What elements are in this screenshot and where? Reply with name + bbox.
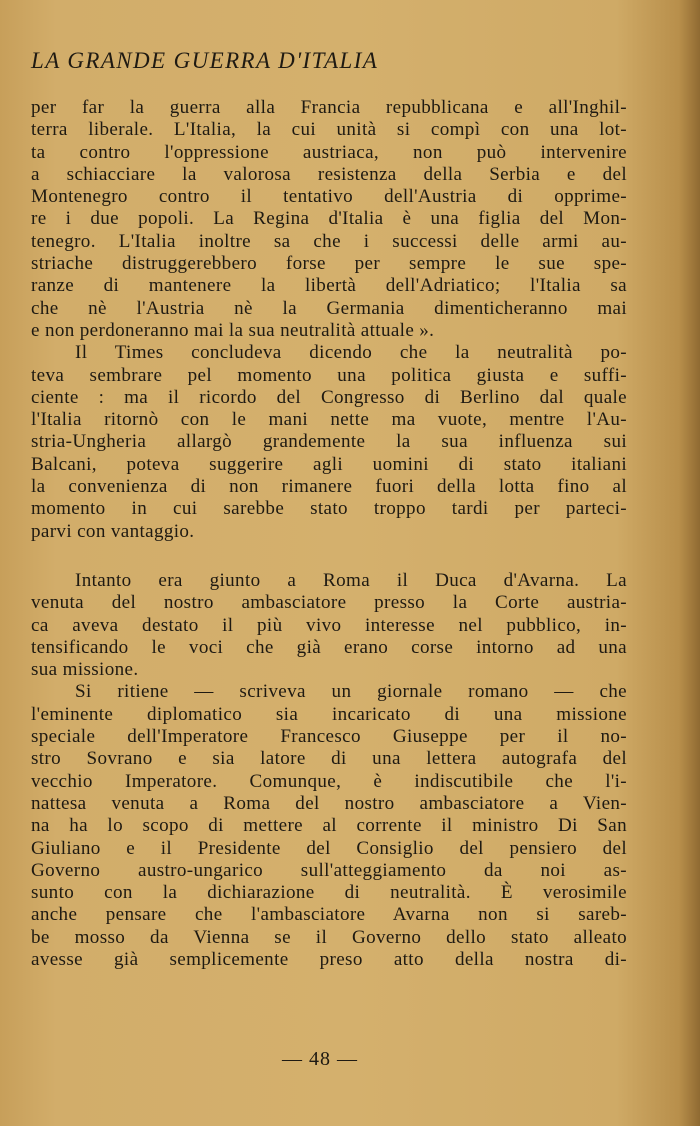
text-line: la convenienza di non rimanere fuori della lotta fino al bbox=[31, 476, 627, 498]
page-number: — 48 — bbox=[282, 1048, 358, 1070]
text-line: Balcani, poteva suggerire agli uomini di stato italiani bbox=[31, 453, 627, 475]
text-line: be mosso da Vienna se il Governo dello stato alleato bbox=[31, 926, 627, 948]
text-line: terra liberale. L'Italia, la cui unità si compì con una lot- bbox=[31, 119, 627, 141]
text-line: l'eminente diplomatico sia incaricato di una missione bbox=[31, 703, 627, 725]
text-line: e non perdoneranno mai la sua neutralità attuale ». bbox=[31, 319, 435, 341]
text-line: ranze di mantenere la libertà dell'Adriatico; l'Italia sa bbox=[31, 275, 627, 297]
text-line: tensificando le voci che già erano corse intorno ad una bbox=[31, 636, 627, 658]
text-line: che nè l'Austria nè la Germania dimenticheranno mai bbox=[31, 297, 627, 319]
text-line: stro Sovrano e sia latore di una lettera autografa del bbox=[31, 748, 627, 770]
text-line: Il Times concludeva dicendo che la neutralità po- bbox=[75, 342, 627, 364]
text-line: per far la guerra alla Francia repubblicana e all'Inghil- bbox=[31, 97, 627, 118]
text-line: teva sembrare pel momento una politica giusta e suffi- bbox=[31, 364, 627, 386]
section-gap bbox=[31, 543, 627, 570]
text-line: ciente : ma il ricordo del Congresso di Berlino dal quale bbox=[31, 386, 627, 408]
text-line: tenegro. L'Italia inoltre sa che i successi delle armi au- bbox=[31, 230, 627, 252]
text-line: parvi con vantaggio. bbox=[31, 520, 195, 542]
text-line: Montenegro contro il tentativo dell'Austria di opprime- bbox=[31, 186, 627, 208]
text-line: sunto con la dichiarazione di neutralità. È verosimile bbox=[31, 882, 627, 904]
text-line: striache distruggerebbero forse per sempre le sue spe- bbox=[31, 253, 627, 275]
text-line: momento in cui sarebbe stato troppo tardi per parteci- bbox=[31, 498, 627, 520]
text-line: vecchio Imperatore. Comunque, è indiscutibile che l'i- bbox=[31, 770, 627, 792]
text-line: Giuliano e il Presidente del Consiglio del pensiero del bbox=[31, 837, 627, 859]
text-line: na ha lo scopo di mettere al corrente il ministro Di San bbox=[31, 815, 627, 837]
text-line: re i due popoli. La Regina d'Italia è una figlia del Mon- bbox=[31, 208, 627, 230]
body-text bbox=[31, 97, 627, 971]
text-line: l'Italia ritornò con le mani nette ma vuote, mentre l'Au- bbox=[31, 409, 627, 431]
text-line: Intanto era giunto a Roma il Duca d'Avarna. La bbox=[75, 569, 627, 591]
text-line: avesse già semplicemente preso atto della nostra di- bbox=[31, 948, 627, 970]
text-line: anche pensare che l'ambasciatore Avarna non si sareb- bbox=[31, 904, 627, 926]
text-line: ta contro l'oppressione austriaca, non può intervenire bbox=[31, 141, 627, 163]
text-line: ca aveva destato il più vivo interesse nel pubblico, in- bbox=[31, 614, 627, 636]
text-line: venuta del nostro ambasciatore presso la Corte austria- bbox=[31, 592, 627, 614]
text-line: speciale dell'Imperatore Francesco Giuseppe per il no- bbox=[31, 726, 627, 748]
text-line: Si ritiene — scriveva un giornale romano — che bbox=[75, 681, 627, 703]
text-line: a schiacciare la valorosa resistenza della Serbia e del bbox=[31, 163, 627, 185]
text-line: Governo austro-ungarico sull'atteggiamento da noi as- bbox=[31, 859, 627, 881]
text-line: sua missione. bbox=[31, 659, 139, 681]
text-line: nattesa venuta a Roma del nostro ambasciatore a Vien- bbox=[31, 792, 627, 814]
running-head: LA GRANDE GUERRA D'ITALIA bbox=[31, 48, 379, 73]
text-line: stria-Ungheria allargò grandemente la sua influenza sui bbox=[31, 431, 627, 453]
